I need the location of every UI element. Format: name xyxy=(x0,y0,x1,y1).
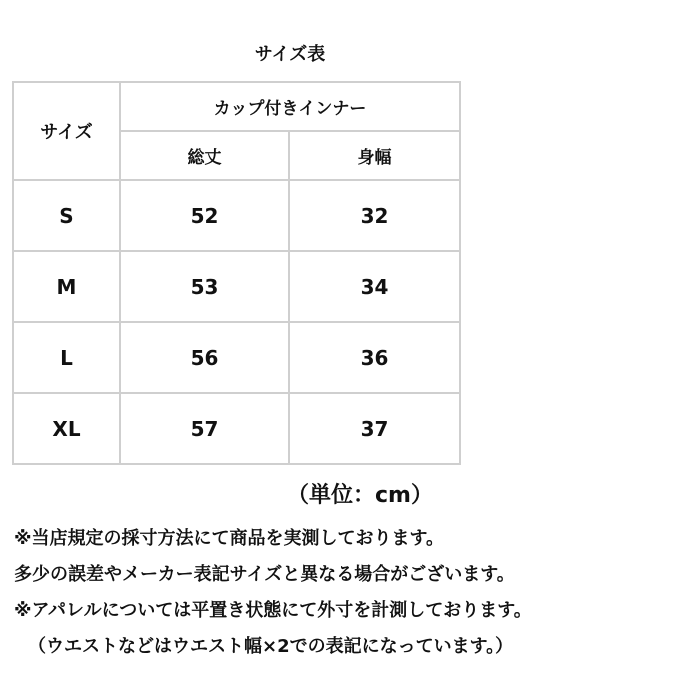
unit-note: （単位：cm） xyxy=(287,483,433,508)
measurement-notes xyxy=(14,521,698,665)
note-line: ※当店規定の採寸方法にて商品を実測しております。 xyxy=(14,528,445,549)
group-header: カップ付きインナー xyxy=(120,82,460,131)
size-cell: XL xyxy=(13,393,120,464)
size-cell: M xyxy=(13,251,120,322)
total-length-cell: 57 xyxy=(120,393,289,464)
body-width-cell: 36 xyxy=(289,322,460,393)
body-width-cell: 34 xyxy=(289,251,460,322)
page-title: サイズ表 xyxy=(254,44,326,65)
note-line: ※アパレルについては平置き状態にて外寸を計測しております。 xyxy=(14,600,532,621)
table-row xyxy=(13,251,460,322)
table-row xyxy=(13,322,460,393)
body-width-cell: 32 xyxy=(289,180,460,251)
note-line: 多少の誤差やメーカー表記サイズと異なる場合がございます。 xyxy=(14,564,515,585)
size-cell: L xyxy=(13,322,120,393)
size-cell: S xyxy=(13,180,120,251)
body-width-cell: 37 xyxy=(289,393,460,464)
size-column-header: サイズ xyxy=(13,82,120,180)
total-length-cell: 52 xyxy=(120,180,289,251)
table-row xyxy=(13,180,460,251)
total-length-header: 総丈 xyxy=(120,131,289,180)
table-header-row xyxy=(13,82,460,131)
total-length-cell: 56 xyxy=(120,322,289,393)
total-length-cell: 53 xyxy=(120,251,289,322)
body-width-header: 身幅 xyxy=(289,131,460,180)
size-table xyxy=(12,81,461,465)
table-row xyxy=(13,393,460,464)
note-line: （ウエストなどはウエスト幅×2での表記になっています。） xyxy=(28,636,514,657)
